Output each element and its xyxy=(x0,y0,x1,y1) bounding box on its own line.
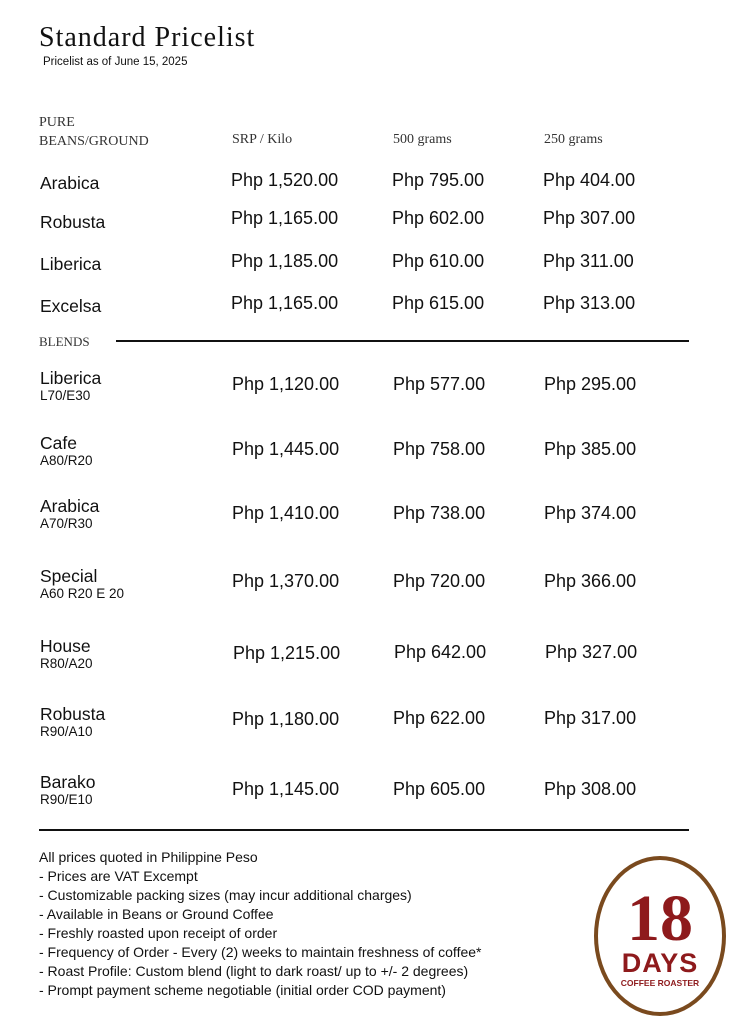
blend-composition: R90/E10 xyxy=(40,792,93,807)
note-item: - Prices are VAT Excempt xyxy=(39,868,198,884)
blend-composition: R80/A20 xyxy=(40,656,93,671)
blend-250g: Php 317.00 xyxy=(544,708,637,728)
pure-row-name: Excelsa xyxy=(40,296,102,316)
pure-beans-header xyxy=(39,113,149,151)
srp-kilo-header: SRP / Kilo xyxy=(232,132,293,147)
pure-row-250g: Php 404.00 xyxy=(543,170,636,190)
blend-composition: A60 R20 E 20 xyxy=(40,586,125,601)
blend-composition: A80/R20 xyxy=(40,453,93,468)
18-days-logo xyxy=(590,850,730,1020)
note-item: - Roast Profile: Custom blend (light to dark roast/ up to +/- 2 degrees) xyxy=(39,963,469,979)
blend-250g: Php 366.00 xyxy=(544,571,637,591)
blend-500g: Php 622.00 xyxy=(393,708,486,728)
blend-250g: Php 327.00 xyxy=(545,642,638,662)
note-item: - Customizable packing sizes (may incur additional charges) xyxy=(39,887,412,903)
blend-srp: Php 1,120.00 xyxy=(232,374,340,394)
blend-name: Robusta xyxy=(40,704,106,724)
pure-row-srp: Php 1,520.00 xyxy=(231,170,339,190)
note-item: - Prompt payment scheme negotiable (initial order COD payment) xyxy=(39,982,446,998)
pure-row-name: Arabica xyxy=(40,173,100,193)
pure-header-line1: PURE xyxy=(39,115,75,130)
blend-500g: Php 720.00 xyxy=(393,571,486,591)
blend-srp: Php 1,370.00 xyxy=(232,571,340,591)
blend-500g: Php 577.00 xyxy=(393,374,486,394)
pure-row-srp: Php 1,185.00 xyxy=(231,251,339,271)
pure-row-500g: Php 795.00 xyxy=(392,170,485,190)
blend-row xyxy=(40,496,99,532)
250-grams-header: 250 grams xyxy=(544,132,603,147)
blends-divider xyxy=(116,340,689,342)
note-item: - Available in Beans or Ground Coffee xyxy=(39,906,274,922)
blend-name: Special xyxy=(40,566,98,586)
page-title: Standard Pricelist xyxy=(39,22,256,53)
blend-composition: R90/A10 xyxy=(40,724,93,739)
blend-500g: Php 758.00 xyxy=(393,439,486,459)
blends-section-label: BLENDS xyxy=(39,334,90,349)
blend-name: Arabica xyxy=(40,496,100,516)
pricelist-date: Pricelist as of June 15, 2025 xyxy=(43,56,188,68)
blend-250g: Php 308.00 xyxy=(544,779,637,799)
blend-row xyxy=(40,636,93,672)
pure-row-250g: Php 311.00 xyxy=(543,251,634,271)
blend-name: Cafe xyxy=(40,433,77,453)
notes-divider xyxy=(39,829,689,831)
blend-name: Barako xyxy=(40,772,96,792)
note-item: All prices quoted in Philippine Peso xyxy=(39,849,258,865)
blend-srp: Php 1,410.00 xyxy=(232,503,340,523)
pure-row-srp: Php 1,165.00 xyxy=(231,208,339,228)
500-grams-header: 500 grams xyxy=(393,132,452,147)
pure-row-250g: Php 307.00 xyxy=(543,208,636,228)
logo-word: DAYS xyxy=(621,948,699,978)
logo-tagline: COFFEE ROASTER xyxy=(620,978,700,988)
blend-composition: L70/E30 xyxy=(40,388,91,403)
blend-row xyxy=(40,566,124,602)
blend-250g: Php 295.00 xyxy=(544,374,637,394)
pure-row-500g: Php 615.00 xyxy=(392,293,485,313)
blend-row xyxy=(40,772,95,808)
blend-srp: Php 1,180.00 xyxy=(232,709,340,729)
notes-list xyxy=(39,848,481,1000)
blend-500g: Php 642.00 xyxy=(394,642,487,662)
pure-row-500g: Php 602.00 xyxy=(392,208,485,228)
blend-250g: Php 374.00 xyxy=(544,503,637,523)
blend-composition: A70/R30 xyxy=(40,516,93,531)
blend-row xyxy=(40,704,105,740)
blend-row xyxy=(40,433,93,469)
blend-srp: Php 1,215.00 xyxy=(233,643,341,663)
blend-500g: Php 605.00 xyxy=(393,779,486,799)
pure-row-name: Robusta xyxy=(40,212,106,232)
pure-row-250g: Php 313.00 xyxy=(543,293,636,313)
pure-row-500g: Php 610.00 xyxy=(392,251,485,271)
pure-row-name: Liberica xyxy=(40,254,102,274)
note-item: - Frequency of Order - Every (2) weeks to maintain freshness of coffee* xyxy=(39,944,482,960)
note-item: - Freshly roasted upon receipt of order xyxy=(39,925,278,941)
blend-srp: Php 1,145.00 xyxy=(232,779,340,799)
blend-250g: Php 385.00 xyxy=(544,439,637,459)
blend-row xyxy=(40,368,101,404)
blend-srp: Php 1,445.00 xyxy=(232,439,340,459)
pure-header-line2: BEANS/GROUND xyxy=(39,134,149,149)
blend-500g: Php 738.00 xyxy=(393,503,486,523)
pure-row-srp: Php 1,165.00 xyxy=(231,293,339,313)
blend-name: Liberica xyxy=(40,368,102,388)
logo-number: 18 xyxy=(627,882,693,955)
blend-name: House xyxy=(40,636,91,656)
